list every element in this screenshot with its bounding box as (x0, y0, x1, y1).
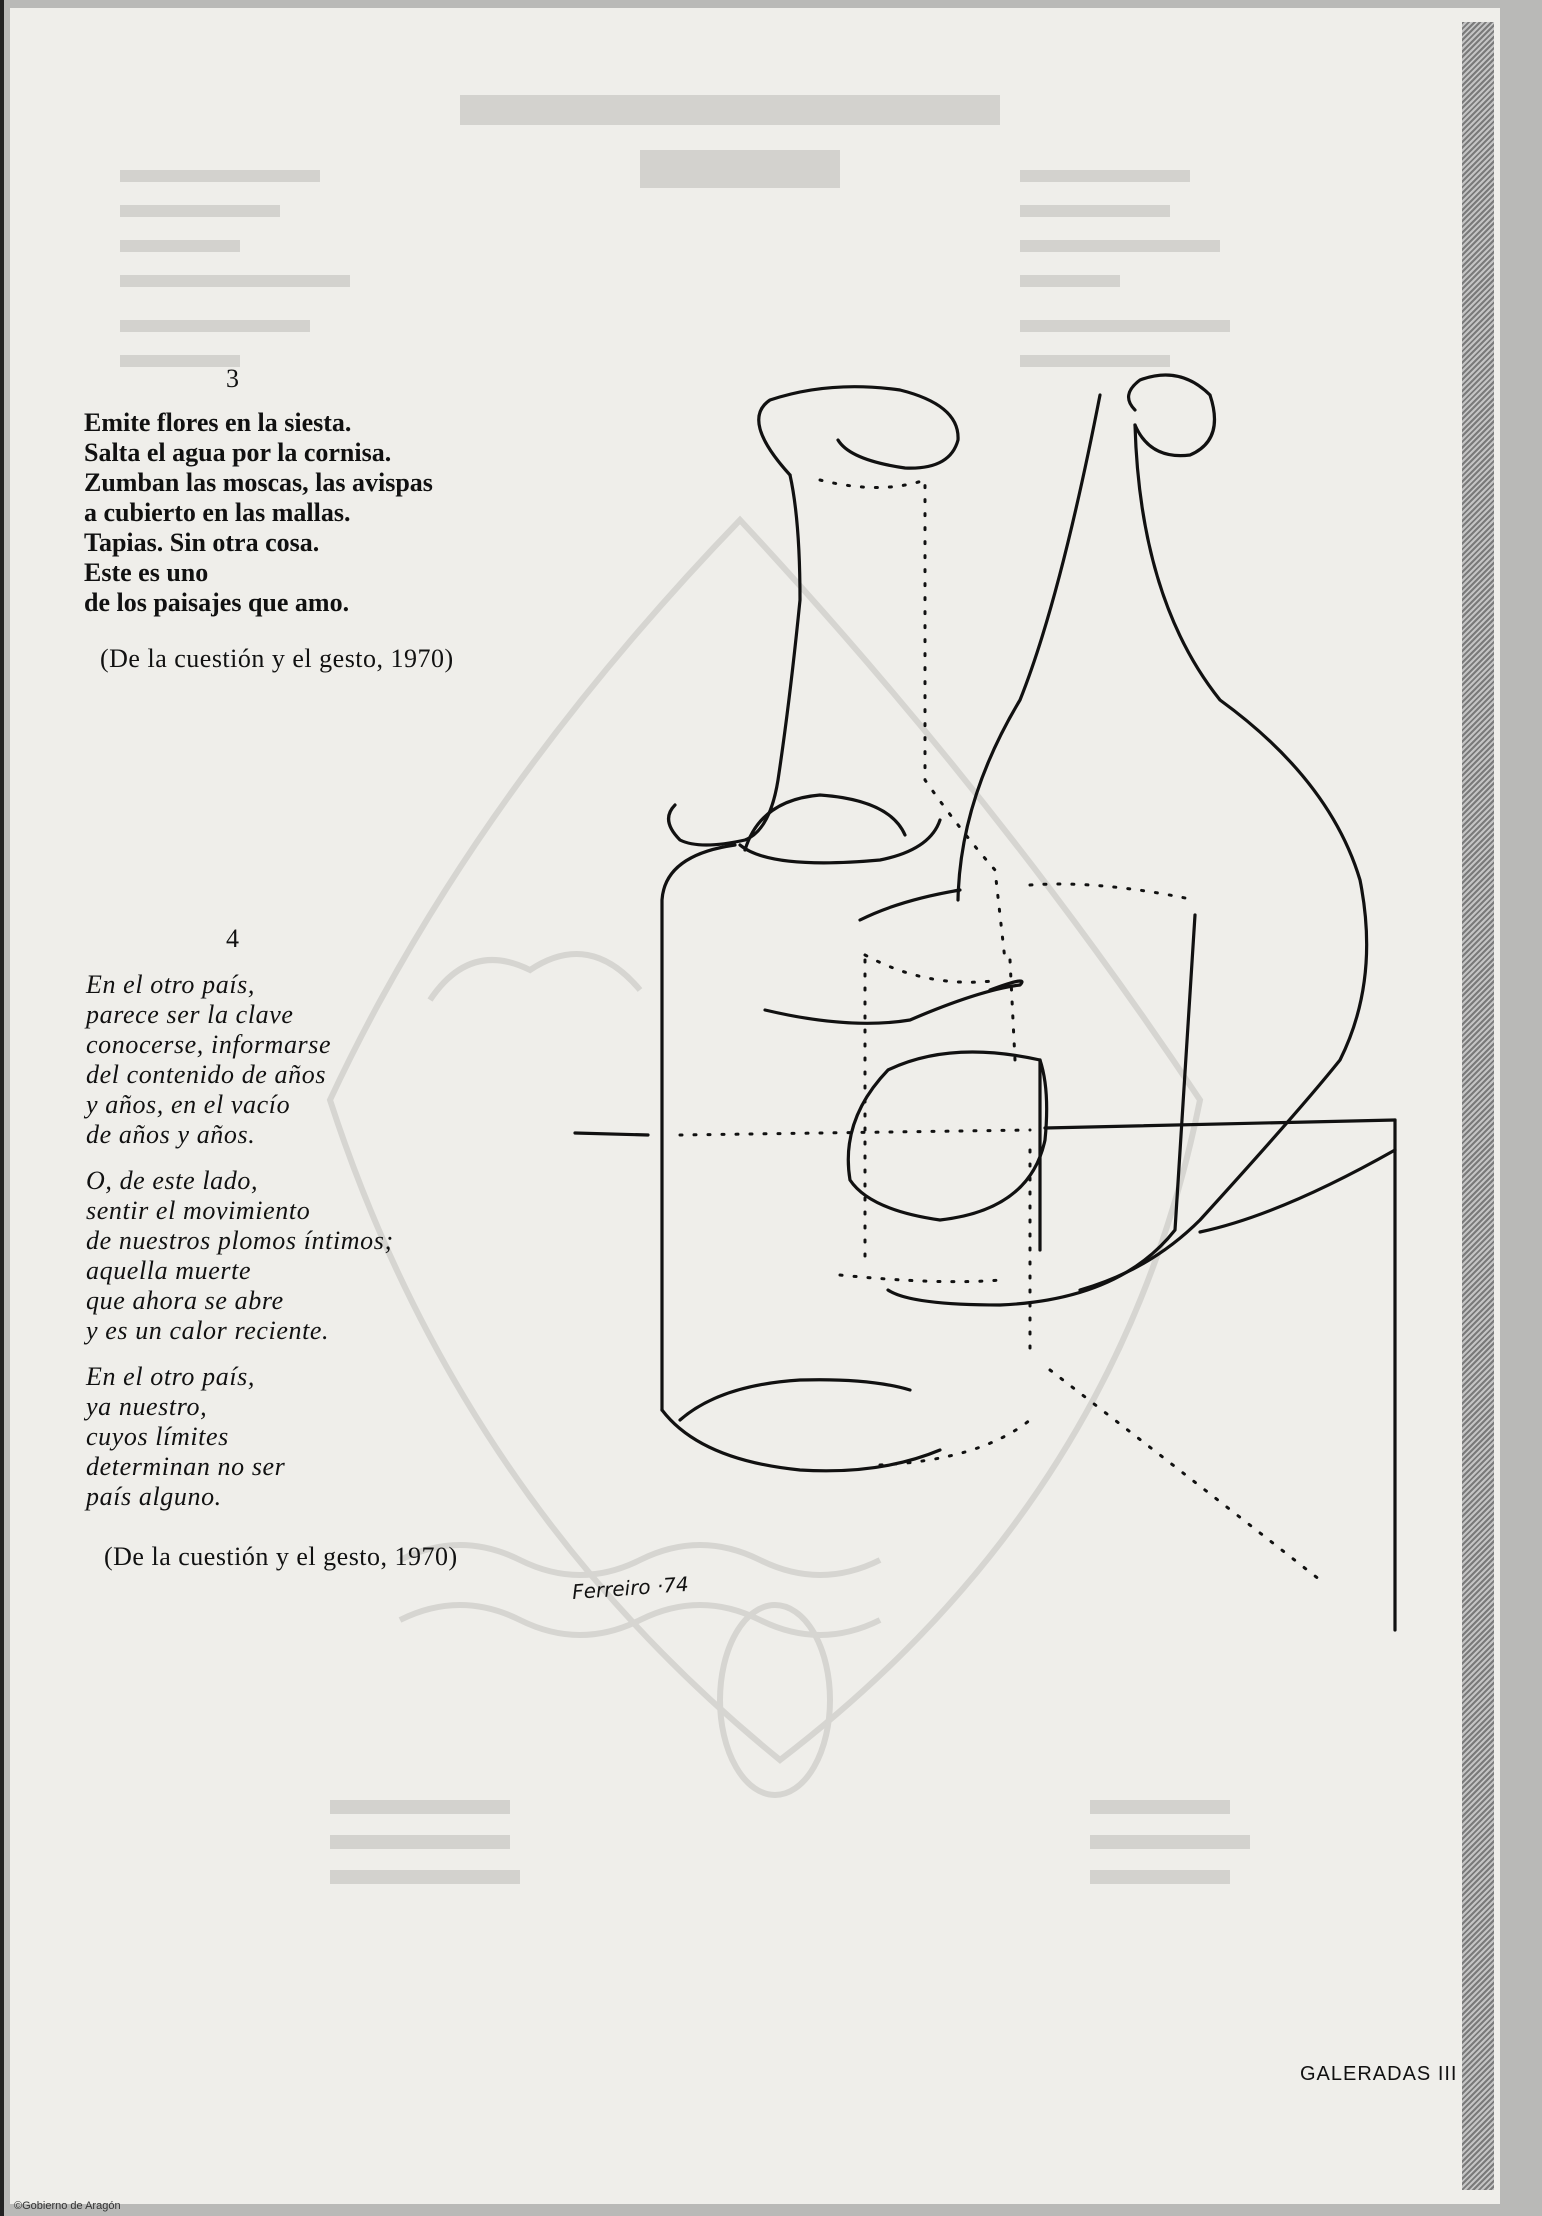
glass-bottom-ellipse (680, 1380, 910, 1420)
glass-dotted-base (840, 1275, 1000, 1282)
poem-4-line: determinan no ser (86, 1452, 286, 1481)
carafe-dotted-neck (820, 480, 1005, 960)
poem-4-line: del contenido de años (86, 1060, 327, 1089)
carafe-lip (759, 387, 958, 475)
glass-dotted-top (1030, 884, 1195, 900)
poem-4-line: que ahora se abre (86, 1286, 284, 1315)
carafe-shoulder (740, 820, 940, 863)
poem-4-line: cuyos límites (86, 1422, 229, 1451)
poem-4-line: de nuestros plomos íntimos; (86, 1226, 394, 1255)
floor-dotted (1050, 1370, 1320, 1580)
poem-3-line: Tapias. Sin otra cosa. (84, 528, 320, 557)
table-dotted (680, 1130, 1030, 1135)
poem-4-line: O, de este lado, (86, 1166, 259, 1195)
poem-3-line: de los paisajes que amo. (84, 588, 350, 617)
carafe-base (662, 1410, 940, 1471)
poem-3-line: Salta el agua por la cornisa. (84, 438, 392, 467)
poem-4-line: En el otro país, (86, 970, 255, 999)
poem-4-line: ya nuestro, (86, 1392, 208, 1421)
poem-4-source: (De la cuestión y el gesto, 1970) (104, 1542, 458, 1571)
poem-4-line: de años y años. (86, 1120, 256, 1149)
poem-4-number: 4 (226, 924, 239, 953)
poem-4-line: y es un calor reciente. (86, 1316, 330, 1345)
carafe-swirl (745, 795, 905, 850)
glass-dotted-bottom (880, 1420, 1030, 1465)
poem-3-source: (De la cuestión y el gesto, 1970) (100, 644, 454, 673)
table-right (1045, 1120, 1395, 1128)
carafe-body-left (662, 845, 735, 1410)
footer-label: GALERADAS III (1300, 2063, 1458, 2085)
poem-3-line: Emite flores en la siesta. (84, 408, 352, 437)
copyright-credit: ©Gobierno de Aragón (14, 2200, 121, 2212)
bottle-neck-left (958, 395, 1100, 900)
poem-4-line: sentir el movimiento (86, 1196, 311, 1225)
poem-4-line: parece ser la clave (86, 1000, 294, 1029)
table-left (575, 1133, 648, 1135)
table-edge (1200, 1150, 1395, 1232)
poem-4-line: aquella muerte (86, 1256, 252, 1285)
poem-3-number: 3 (226, 364, 239, 393)
poem-4-line: conocerse, informarse (86, 1030, 332, 1059)
glass-inner-curve (765, 981, 1022, 1023)
glass-dotted-right (1010, 960, 1015, 1060)
glass-ellipse (848, 1052, 1046, 1220)
poem-4-line: y años, en el vacío (86, 1090, 291, 1119)
poem-3-line: Este es uno (84, 558, 209, 587)
poem-4-line: país alguno. (86, 1482, 222, 1511)
poem-3-line: a cubierto en las mallas. (84, 498, 351, 527)
bottle-neck-right (1080, 425, 1367, 1290)
glass-dotted-mid (865, 955, 1000, 982)
bottle-top (1129, 375, 1215, 456)
artist-signature: Ferreiro ·74 (571, 1571, 690, 1605)
poem-3-line: Zumban las moscas, las avispas (84, 468, 433, 497)
glass-left (860, 890, 960, 920)
carafe-neck-left (669, 475, 800, 845)
poem-4-line: En el otro país, (86, 1362, 255, 1391)
